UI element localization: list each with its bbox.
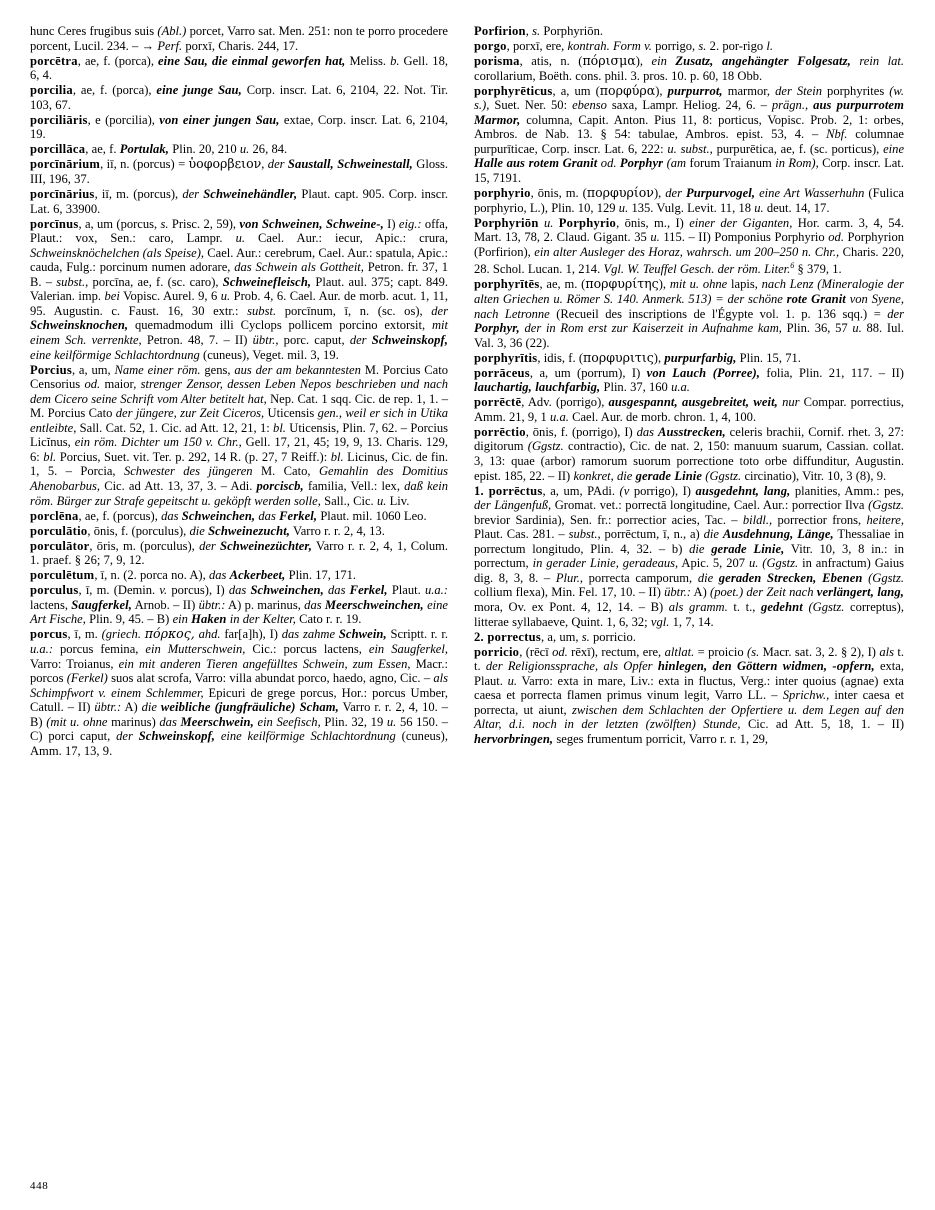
dictionary-entry: porisma, atis, n. (πόρισμα), ein Zusatz, angehängter Folgesatz, rein lat. corollarium, Boëth. cons. phil. 3. pros. 10. p. 60, 18 Obb. xyxy=(474,53,904,83)
dictionary-entry: porphyrītis, idis, f. (πορφυριτις), purpurfarbig, Plin. 15, 71. xyxy=(474,349,801,365)
dictionary-entry: porcīnārius, iī, m. (porcus), der Schweinehändler, Plaut. capt. 905. Corp. inscr. Lat. 6, 33900. xyxy=(30,187,448,216)
dictionary-entry: porciliāris, e (porcilia), von einer jungen Sau, extae, Corp. inscr. Lat. 6, 2104, 19. xyxy=(30,112,448,142)
dictionary-entry: Porphyriōn u. Porphyrio, ōnis, m., I) einer der Giganten, Hor. carm. 3, 4, 54. Mart. 13, 78, 2. Claud. Gigant. 35 u. 115. – II) Pomponius Porphyrio od. Porphyrion (Porfirion), ein alter Ausleger des Horaz, wahrsch. um 200–250 n. Chr., Charis. 220, 28. Schol. Lucan. 1, 214. Vgl. W. Teuffel Gesch. der röm. Liter.$^6$ § 379, 1. xyxy=(474,215,905,277)
dictionary-entry: 1. porrēctus, a, um, PAdi. (v porrigo), I) ausgedehnt, lang, planities, Amm.: pes, der Längenfuß, Gromat. vet.: porrectā longitudine, Cael. Aur.: porrectior Ilva (Ggstz. brevior Sardinia), Sen. fr.: porrectior acies, Tac. – bildl., porrectior frons, heitere, Plaut. Cas. 281. – subst., porrēctum, ī, n., a) die Ausdehnung, Länge, Thessaliae in porrectum longitudo, Plin. 4, 32. – b) die gerade Linie, Vitr. 10, 3, 8 in.: in porrectum, in gerader Linie, geradeaus, Apic. 5, 207 u. (Ggstz. in anfractum) Gaius dig. 8, 3, 8. – Plur., porrecta camporum, die geraden Strecken, Ebenen (Ggstz. collium flexa), Min. Fel. 17, 10. – II) übtr.: A) (poet.) der Zeit nach verlängert, lang, mora, Ov. ex Pont. 4, 12, 14. – B) als gramm. t. t., gedehnt (Ggstz. correptus), litterae syllabaeve, Quint. 1, 6, 32; vgl. 1, 7, 14. xyxy=(474,483,905,629)
dictionary-entry: porclēna, ae, f. (porcus), das Schweinchen, das Ferkel, Plaut. mil. 1060 Leo. xyxy=(30,508,427,523)
dictionary-entry: porculātor, ōris, m. (porculus), der Schweinezüchter, Varro r. r. 2, 4, 1, Colum. 1. praef. § 26; 7, 9, 12. xyxy=(30,538,449,568)
dictionary-entry: porcillāca, ae, f. Portulak, Plin. 20, 210 u. 26, 84. xyxy=(30,142,288,157)
dictionary-entry: porphyrēticus, a, um (πορφύρα), purpurrot, marmor, der Stein porphyrites (w. s.), Suet. Ner. 50: ebenso saxa, Lampr. Heliog. 24, 6. – prägn., aus purpurrotem Marmor, columna, Capit. Anton. Pius 11, 8: porticus, Vopisc. Prob. 2, 1: orbes, Ambros. de Nab. 13. § 54: tabulae, Ambros. epist. 53, 4. – Nbf. columnae purpurīticae, Corp. inscr. Lat. 6, 222: u. subst., purpurētica, ae, f. (sc. porticus), eine Halle aus rotem Granit od. Porphyr (am forum Traianum in Rom), Corp. inscr. Lat. 15, 7191. xyxy=(474,82,905,185)
page-columns xyxy=(30,24,905,1164)
dictionary-entry: porcīnus, a, um (porcus, s. Prisc. 2, 59), von Schweinen, Schweine-, I) eig.: offa, Plaut.: vox, Sen.: caro, Lampr. u. Cael. Aur.: iecur, Apic.: crura, Schweinsknöchelchen (als Speise), Cael. Aur.: cerebrum, Cael. Aur.: spatula, Apic.: cauda, Fulg.: porcinum numen adorare, das Schwein als Gottheit, Petron. fr. 37, 1 B. – subst., porcīna, ae, f. (sc. caro), Schweinefleisch, Plaut. aul. 375; capt. 849. Valerian. imp. bei Vopisc. Aurel. 9, 6 u. Prob. 4, 6. Cael. Aur. de morb. acut. 1, 11, 95. Augustin. c. Faust. 16, 30 extr.: subst. porcīnum, ī, n. (sc. os), der Schweinsknochen, quemadmodum illi Cyclops pollicem porcino extorsit, mit einem Sch. verrenkte, Petron. 48, 7. – II) übtr., porc. caput, der Schweinskopf, eine keilförmige Schlachtordnung (cuneus), Veget. mil. 3, 19. xyxy=(30,216,449,362)
left-column xyxy=(30,24,448,759)
dictionary-entry: porrēctio, ōnis, f. (porrigo), I) das Ausstrecken, celeris brachii, Cornif. rhet. 3, 27: digitorum (Ggstz. contractio), Cic. de nat. 2, 150: manuum suarum, Cassian. collat. 3, 13: quae (arbor) ramorum suorum porrectione toto orbe diffunditur, Augustin. epist. 185, 22. – II) konkret, die gerade Linie (Ggstz. circinatio), Vitr. 10, 3 (8), 9. xyxy=(474,424,904,483)
dictionary-entry: porrāceus, a, um (porrum), I) von Lauch (Porree), folia, Plin. 21, 117. – II) lauchartig, lauchfarbig, Plin. 37, 160 u.a. xyxy=(474,365,904,395)
dictionary-entry: hunc Ceres frugibus suis (Abl.) porcet, Varro sat. Men. 251: non te porro procedere porcent, Lucil. 234. – → Perf. porxī, Charis. 244, 17. xyxy=(30,24,449,53)
dictionary-entry: porricio, (rēcī od. rēxī), rectum, ere, altlat. = proicio (s. Macr. sat. 3, 2. § 2), I) als t. t. der Religionssprache, als Opfer hinlegen, den Göttern widmen, -opfern, exta, Plaut. u. Varro: exta in mare, Liv.: exta in fluctus, Verg.: inter quoius (agnae) exta caesa et porrecta flamen primus vinum legit, Varro LL. – Sprichw., inter caesa et porrecta, ut aiunt, zwischen dem Schlachten der Opfertiere u. dem Legen auf den Altar, d.i. noch in der letzten (zwölften) Stunde, Cic. ad Att. 5, 18, 1. – II) hervorbringen, seges frumentum porricit, Varro r. r. 1, 29, xyxy=(474,644,905,746)
dictionary-entry: porgo, porxī, ere, kontrah. Form v. porrigo, s. 2. por-rigo l. xyxy=(474,39,774,54)
dictionary-entry: porphyrio, ōnis, m. (πορφυρίον), der Purpurvogel, eine Art Wasserhuhn (Fulica porphyrio, L.), Plin. 10, 129 u. 135. Vulg. Levit. 11, 18 u. deut. 14, 17. xyxy=(474,185,904,215)
dictionary-entry: Porcius, a, um, Name einer röm. gens, aus der am bekanntesten M. Porcius Cato Censorius od. maior, strenger Zensor, dessen Leben Nepos beschrieben und nach dem Cicero seine Schrift vom Alter betitelt hat, Nep. Cat. 1 sqq. Cic. de rep. 1, 1. – M. Porcius Cato der jüngere, zur Zeit Ciceros, Uticensis gen., weil er sich in Utika entleibte, Sall. Cat. 52, 1. Cic. ad Att. 12, 21, 1: bl. Uticensis, Plin. 7, 62. – Porcius Licĭnus, ein röm. Dichter um 150 v. Chr., Gell. 17, 21, 45; 19, 9, 13. Charis. 129, 6: bl. Porcius, Suet. vit. Ter. p. 292, 14 R. (p. 27, 7 Reiff.): bl. Licinus, Cic. de fin. 1, 5. – Porcia, Schwester des jüngeren M. Cato, Gemahlin des Domitius Ahenobarbus, Cic. ad Att. 13, 37, 3. – Adi. porciscb, familia, Vell.: lex, daß kein röm. Bürger zur Strafe gepeitscht u. geköpft werden solle, Sall., Cic. u. Liv. xyxy=(30,362,449,508)
dictionary-entry: porcētra, ae, f. (porca), eine Sau, die einmal geworfen hat, Meliss. b. Gell. 18, 6, 4. xyxy=(30,53,448,83)
dictionary-entry: porrēctē, Adv. (porrigo), ausgespannt, ausgebreitet, weit, nur Compar. porrectius, Amm. 21, 9, 1 u.a. Cael. Aur. de morb. chron. 1, 4, 100. xyxy=(474,395,904,424)
dictionary-entry: porcīnārium, iī, n. (porcus) = ὑοφορβειον, der Saustall, Schweinestall, Gloss. III, 196, 37. xyxy=(30,156,448,186)
dictionary-entry: porcilia, ae, f. (porca), eine junge Sau, Corp. inscr. Lat. 6, 2104, 22. Not. Tir. 103, 67. xyxy=(30,83,449,112)
dictionary-entry: porculētum, ī, n. (2. porca no. A), das Ackerbeet, Plin. 17, 171. xyxy=(30,568,357,583)
page-number: 448 xyxy=(30,1180,49,1192)
dictionary-entry: porcus, ī, m. (griech. πόρκος, ahd. far[a]h), I) das zahme Schwein, Scriptt. r. r. u.a.: porcus femina, ein Mutterschwein, Cic.: porcus lactens, ein Saugferkel, Varro: Troianus, ein mit anderen Tieren angefülltes Schwein, zum Essen, Macr.: porcos (Ferkel) suos alat scrofa, Varro: villa abundat porco, haedo, agno, Cic. – als Schimpfwort v. einem Schlemmer, Epicuri de grege porcus, Hor.: porcus Umber, Catull. – II) übtr.: A) die weibliche (jungfräuliche) Scham, Varro r. r. 2, 4, 10. – B) (mit u. ohne marinus) das Meerschwein, ein Seefisch, Plin. 32, 19 u. 56 150. – C) porci caput, der Schweinskopf, eine keilförmige Schlachtordnung (cuneus), Amm. 17, 13, 9. xyxy=(30,626,448,758)
right-column xyxy=(474,24,904,747)
dictionary-entry: porculātio, ōnis, f. (porculus), die Schweinezucht, Varro r. r. 2, 4, 13. xyxy=(30,523,385,538)
dictionary-entry: 2. porrectus, a, um, s. porricio. xyxy=(474,629,636,644)
dictionary-entry: porculus, ī, m. (Demin. v. porcus), I) das Schweinchen, das Ferkel, Plaut. u.a.: lactens, Saugferkel, Arnob. – II) übtr.: A) p. marinus, das Meerschweinchen, eine Art Fische, Plin. 9, 45. – B) ein Haken in der Kelter, Cato r. r. 19. xyxy=(30,583,448,627)
dictionary-entry: porphyrītēs, ae, m. (πορφυρίτης), mit u. ohne lapis, nach Lenz (Mineralogie der alten Griechen u. Römer S. 140. Anmerk. 513) = der schöne rote Granit von Syene, nach Letronne (Recueil des inscriptions de l'Égypte vol. 1. p. 136 sqq.) = der Porphyr, der in Rom erst zur Kaiserzeit in Aufnahme kam, Plin. 36, 57 u. 88. Iul. Val. 3, 36 (22). xyxy=(474,276,905,350)
dictionary-entry: Porfirion, s. Porphyriōn. xyxy=(474,24,603,38)
